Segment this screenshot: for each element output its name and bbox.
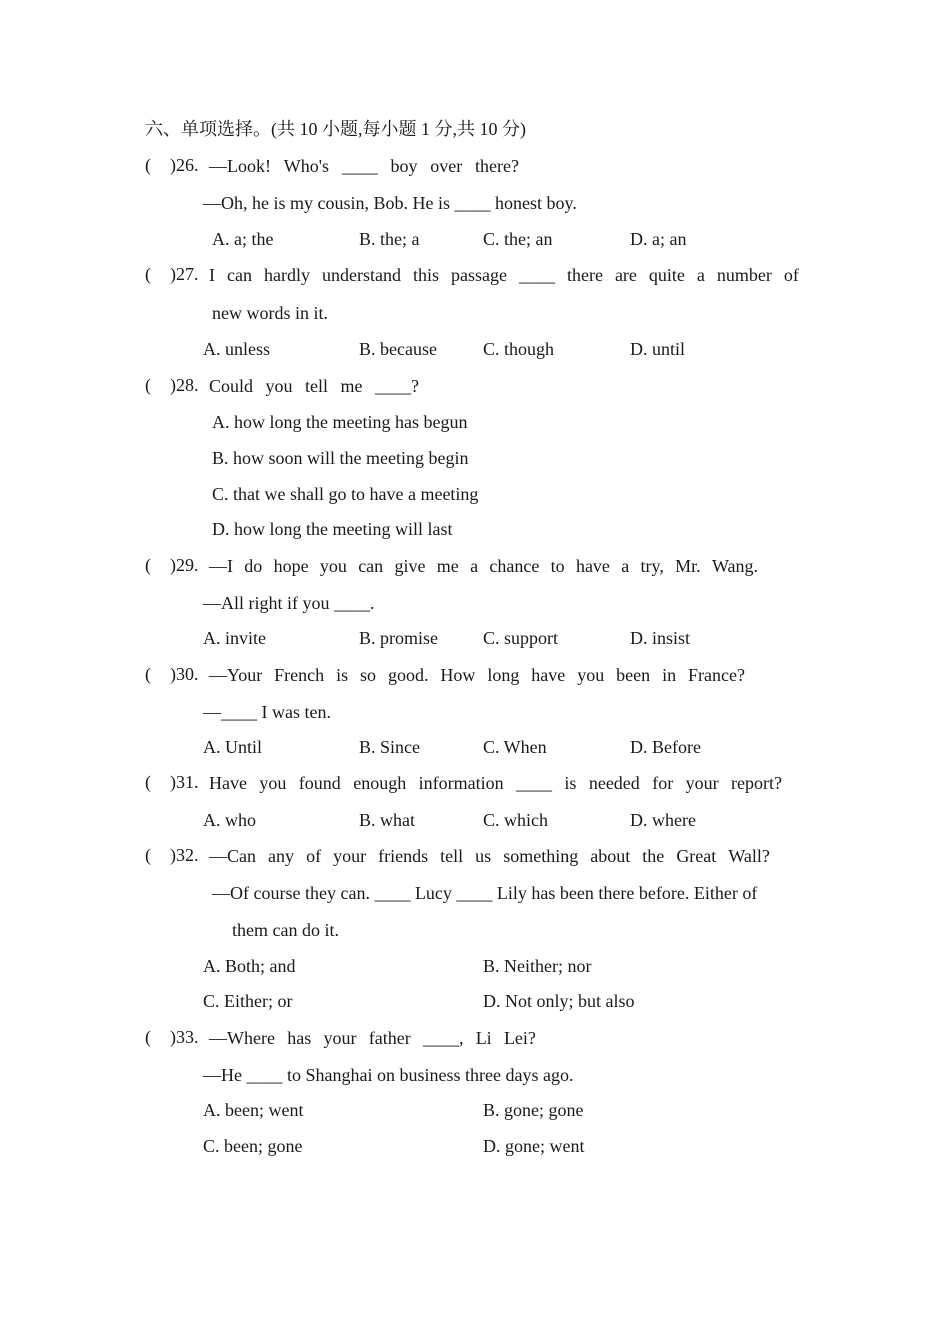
question-stem: I can hardly understand this passage ____ there are quite a number of [209, 265, 799, 285]
option-b: B. the; a [359, 229, 420, 249]
option-b: B. gone; gone [483, 1100, 584, 1120]
option-c: C. support [483, 628, 559, 648]
dialogue-reply: —Oh, he is my cousin, Bob. He is ____ honest boy. [203, 193, 577, 213]
question-number: )30. [170, 664, 199, 684]
dialogue-reply: —He ____ to Shanghai on business three days ago. [203, 1065, 574, 1085]
question-stem-continued: new words in it. [212, 303, 328, 323]
question-number: )28. [170, 375, 199, 395]
option-a: A. Both; and [203, 956, 296, 976]
option-a: A. unless [203, 339, 270, 359]
answer-paren: ( [145, 772, 151, 792]
option-a: A. a; the [212, 229, 274, 249]
question-stem: —Look! Who's ____ boy over there? [209, 156, 519, 176]
option-a: A. Until [203, 737, 263, 757]
option-d: D. until [630, 339, 686, 359]
question-stem: Could you tell me ____? [209, 376, 419, 396]
question-number: )32. [170, 845, 199, 865]
answer-paren: ( [145, 845, 151, 865]
question-number: )29. [170, 555, 199, 575]
option-b: B. promise [359, 628, 438, 648]
option-b: B. Since [359, 737, 420, 757]
option-c: C. been; gone [203, 1136, 303, 1156]
question-stem: —Your French is so good. How long have you been in France? [209, 665, 745, 685]
option-c: C. that we shall go to have a meeting [212, 484, 479, 504]
question-stem: —Where has your father ____, Li Lei? [209, 1028, 536, 1048]
option-c: C. which [483, 810, 548, 830]
answer-paren: ( [145, 375, 151, 395]
question-number: )31. [170, 772, 199, 792]
dialogue-reply: —____ I was ten. [203, 702, 331, 722]
answer-paren: ( [145, 264, 151, 284]
option-b: B. what [359, 810, 415, 830]
option-c: C. though [483, 339, 555, 359]
question-number: )33. [170, 1027, 199, 1047]
option-d: D. insist [630, 628, 691, 648]
option-d: D. a; an [630, 229, 687, 249]
dialogue-reply: —All right if you ____. [203, 593, 375, 613]
question-stem: —I do hope you can give me a chance to have a try, Mr. Wang. [209, 556, 758, 576]
question-stem: Have you found enough information ____ is needed for your report? [209, 773, 782, 793]
option-b: B. Neither; nor [483, 956, 592, 976]
option-b: B. because [359, 339, 437, 359]
option-a: A. who [203, 810, 256, 830]
option-d: D. Not only; but also [483, 991, 635, 1011]
answer-paren: ( [145, 555, 151, 575]
option-c: C. the; an [483, 229, 553, 249]
question-number: )26. [170, 155, 199, 175]
dialogue-reply: —Of course they can. ____ Lucy ____ Lily has been there before. Either of [212, 883, 758, 903]
option-a: A. invite [203, 628, 266, 648]
option-d: D. how long the meeting will last [212, 519, 453, 539]
section-heading: 六、单项选择。(共 10 小题,每小题 1 分,共 10 分) [145, 119, 526, 139]
answer-paren: ( [145, 155, 151, 175]
question-stem: —Can any of your friends tell us something about the Great Wall? [209, 846, 770, 866]
option-d: D. gone; went [483, 1136, 585, 1156]
option-b: B. how soon will the meeting begin [212, 448, 469, 468]
option-d: D. where [630, 810, 696, 830]
dialogue-reply-continued: them can do it. [232, 920, 339, 940]
option-c: C. Either; or [203, 991, 293, 1011]
option-a: A. how long the meeting has begun [212, 412, 468, 432]
answer-paren: ( [145, 1027, 151, 1047]
answer-paren: ( [145, 664, 151, 684]
option-a: A. been; went [203, 1100, 304, 1120]
option-d: D. Before [630, 737, 701, 757]
option-c: C. When [483, 737, 547, 757]
question-number: )27. [170, 264, 199, 284]
